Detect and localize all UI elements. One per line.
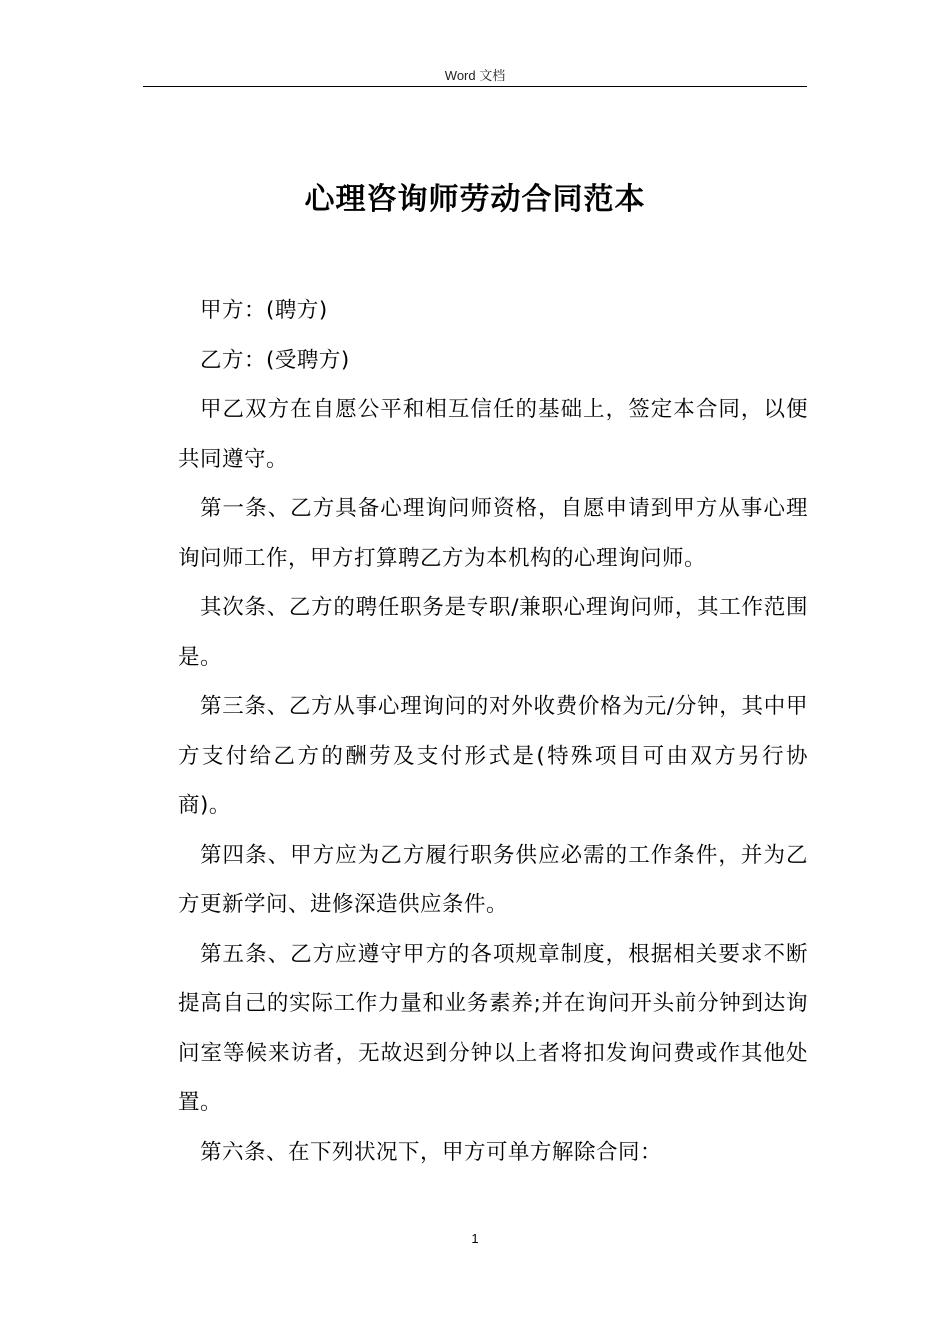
- paragraph-preamble: 甲乙双方在自愿公平和相互信任的基础上，签定本合同，以便共同遵守。: [178, 397, 808, 472]
- header-divider: [143, 86, 807, 87]
- document-title: 心理咨询师劳动合同范本: [304, 182, 646, 218]
- paragraph-article-2: 其次条、乙方的聘任职务是专职/兼职心理询问师，其工作范围是。: [178, 595, 808, 670]
- paragraph-party-b: 乙方：(受聘方): [200, 347, 350, 373]
- paragraph-article-4: 第四条、甲方应为乙方履行职务供应必需的工作条件，并为乙方更新学问、进修深造供应条件。: [178, 842, 808, 917]
- paragraph-article-1: 第一条、乙方具备心理询问师资格，自愿申请到甲方从事心理询问师工作，甲方打算聘乙方为本机构的心理询问师。: [178, 496, 808, 571]
- document-body: [178, 286, 808, 1177]
- paragraph-article-3: 第三条、乙方从事心理询问的对外收费价格为元/分钟，其中甲方支付给乙方的酬劳及支付形式是(特殊项目可由双方另行协商)。: [178, 694, 808, 818]
- paragraph-party-a: 甲方：(聘方): [200, 298, 328, 323]
- paragraph-article-5: 第五条、乙方应遵守甲方的各项规章制度，根据相关要求不断提高自己的实际工作力量和业务素养;并在询问开头前分钟到达询问室等候来访者，无故迟到分钟以上者将扣发询问费或作其他处置。: [178, 941, 808, 1115]
- page-header: Word 文档: [444, 68, 506, 83]
- paragraph-article-6: 第六条、在下列状况下，甲方可单方解除合同：: [200, 1139, 663, 1165]
- page-number: 1: [471, 1231, 479, 1246]
